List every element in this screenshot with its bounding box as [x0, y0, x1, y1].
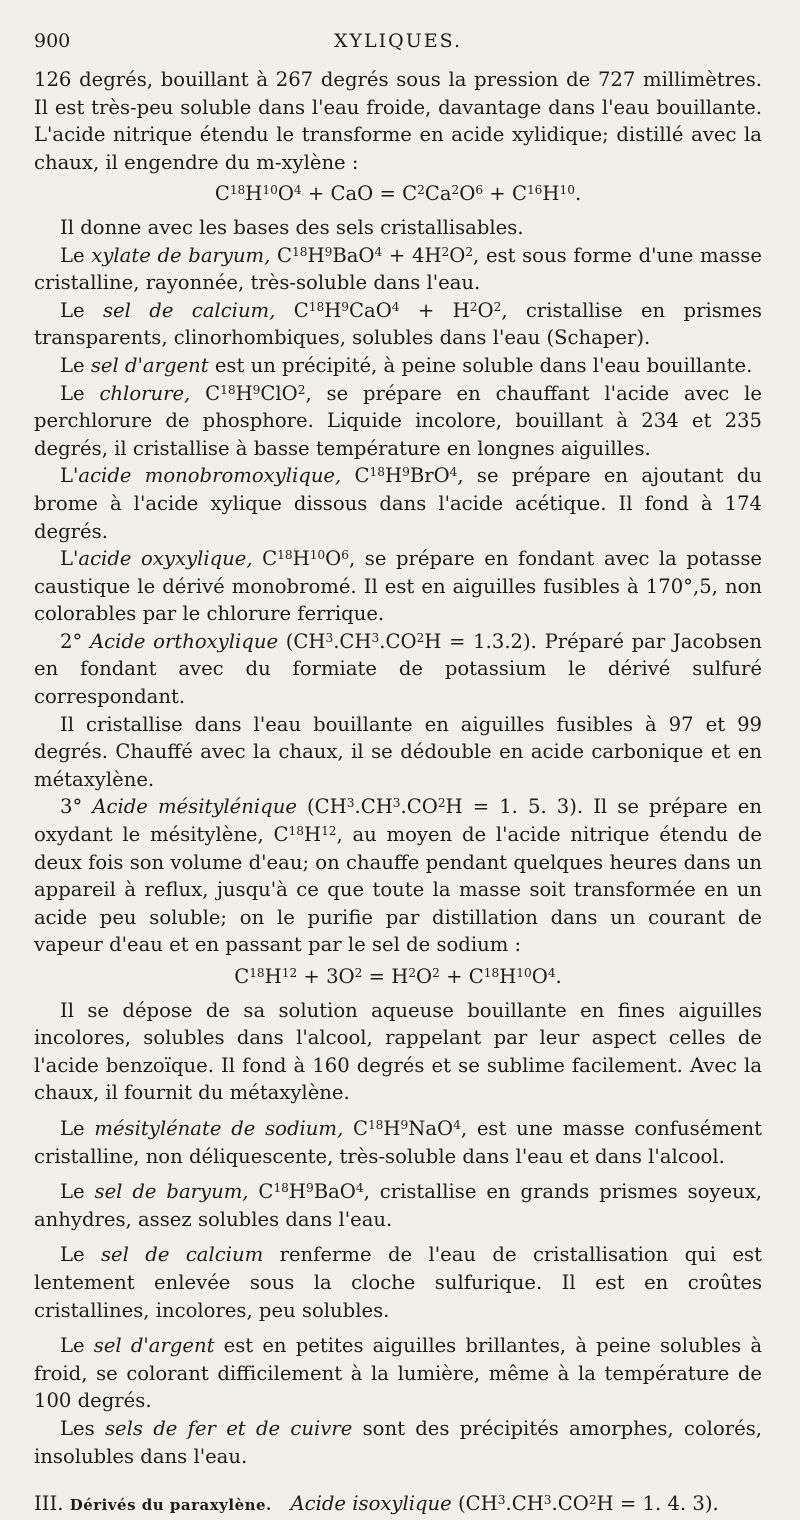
text-run: Le — [60, 1116, 95, 1140]
term: acide oxyxylique, — [78, 547, 253, 571]
term: Acide orthoxylique — [89, 629, 279, 653]
text-run: $C^{18}H^9BrO^4$, se prépare en ajoutant du brome à l'acide xylique dissous dans l'acide acétique. Il fond à 174 degrés. — [34, 464, 762, 543]
eq-part: Ca — [424, 182, 452, 206]
text-run: Le — [60, 1334, 94, 1358]
paragraph — [34, 545, 762, 628]
paragraph — [34, 297, 762, 352]
text-run: 2° — [60, 629, 90, 653]
text-run: $C^{18}H^9BaO^4 + 4H^2O^2$, est sous forme d'une masse cristalline, rayonnée, très-soluble dans l'eau. — [34, 243, 762, 295]
paragraph: Il se dépose de sa solution aqueuse bouillante en fines aiguilles incolores, solubles dans l'alcool, rappelant par leur aspect celles de l'acide benzoïque. Il fond à 160 degrés et se sublime facilement. Avec la chaux, il fournit du métaxylène. — [34, 998, 762, 1105]
eq-part: 18 — [229, 183, 246, 198]
paragraph — [34, 352, 762, 380]
term: sel de calcium, — [102, 298, 276, 322]
eq-part: 10 — [559, 183, 575, 198]
text-run: $C^{18}H^9NaO^4$, est une masse confusément cristalline, non déliquescente, très-soluble dans l'eau et dans l'alcool. — [34, 1116, 762, 1168]
eq-part: H — [245, 182, 263, 206]
paragraph — [34, 1115, 762, 1170]
section-title: Dérivés du paraxylène. — [69, 1496, 272, 1515]
section-heading — [34, 1490, 762, 1520]
body-text — [34, 66, 762, 1520]
text-run: ($CH^3.CH^3.CO^2H = 1$. 5. 3). Il se prépare en oxydant le mésitylène, $C^{18}H^{12}$, au moyen de l'acide nitrique étendu de deux fois son volume d'eau; on chauffe pendant quelques heures dans un appareil à reflux, jusqu'à ce que toute la masse soit transformée en un acide peu soluble; on le purifie par distillation dans un courant de vapeur d'eau et en passant par le sel de sodium : — [34, 795, 763, 957]
paragraph — [34, 628, 762, 711]
paragraph — [34, 1415, 762, 1470]
eq-part: + CaO = C — [301, 182, 418, 206]
eq-part: + C — [483, 182, 527, 206]
eq-part: 16 — [526, 183, 543, 198]
term: acide monobromoxylique, — [78, 464, 342, 488]
term: sels de fer et de cuivre — [104, 1416, 353, 1440]
text-run: $C^{18}H^{10}O^6$, se prépare en fondant avec la potasse caustique le dérivé monobromé. Il est en aiguilles fusibles à 170°,5, non colorables par le chlorure ferrique. — [34, 547, 762, 626]
paragraph — [34, 1241, 762, 1324]
eq-part: O — [459, 182, 476, 206]
term: sel d'argent — [93, 1334, 215, 1358]
term: chlorure, — [99, 381, 191, 405]
text-run: Le — [60, 243, 92, 267]
eq-part: H — [542, 182, 560, 206]
paragraph — [34, 380, 762, 463]
text-run: $C^{18}H^9BaO^4$, cristallise en grands prismes soyeux, anhydres, assez solubles dans l'eau. — [34, 1180, 762, 1231]
text-run: Le — [60, 381, 100, 405]
term: mésitylénate de sodium, — [94, 1116, 344, 1140]
text-run: 3° — [60, 795, 93, 819]
eq-part: 2 — [417, 183, 425, 198]
text-run: renferme de l'eau de cristallisation qui est lentement enlevée sous la cloche sulfurique. Il est en croûtes cristallines, incolores, peu solubles. — [34, 1243, 762, 1322]
paragraph: Il cristallise dans l'eau bouillante en aiguilles fusibles à 97 et 99 degrés. Chauffé avec la chaux, il se dédouble en acide carbonique et en métaxylène. — [34, 712, 762, 791]
text-run: Le — [60, 353, 91, 377]
paragraph — [34, 462, 762, 545]
paragraph — [34, 1178, 762, 1233]
eq-part: 2 — [451, 183, 460, 198]
paragraph — [34, 793, 762, 959]
text-run: L' — [60, 464, 79, 488]
term: Acide isoxylique — [290, 1492, 452, 1516]
paragraph — [34, 1332, 762, 1415]
eq-part: O — [277, 182, 294, 206]
eq-part: . — [574, 182, 582, 206]
eq-part: 10 — [262, 183, 278, 198]
eq-part: 4 — [293, 183, 302, 198]
text-run: sont des précipités amorphes, colorés, insolubles dans l'eau. — [34, 1416, 762, 1468]
term: xylate de baryum, — [91, 243, 271, 267]
paragraph — [34, 242, 762, 297]
term: sel de calcium — [101, 1243, 264, 1267]
eq-part: C — [214, 182, 230, 206]
equation — [34, 180, 762, 208]
text-run: Le — [60, 298, 103, 322]
page-header — [34, 30, 762, 60]
running-title: XYLIQUES. — [333, 30, 463, 52]
text-run: L' — [60, 547, 79, 571]
text-run: Le — [60, 1180, 95, 1204]
text-run: $C^{18}H^9CaO^4 + H^2O^2$, cristallise en prismes transparents, clinorhombiques, solubles dans l'eau (Schaper). — [34, 298, 762, 350]
text-run: est un précipité, à peine soluble dans l'eau bouillante. — [208, 353, 753, 377]
paragraph: 126 degrés, bouillant à 267 degrés sous la pression de 727 millimètres. Il est très-peu soluble dans l'eau froide, davantage dans l'eau bouillante. L'acide nitrique étendu le transforme en acide xylidique; distillé avec la chaux, il engendre du m-xylène : — [34, 68, 762, 174]
text-run: est en petites aiguilles brillantes, à peine solubles à froid, se colorant difficilement à la lumière, même à la température de 100 degrés. — [34, 1334, 762, 1413]
equation: $C^{18}H^{12} + 3O^2 = H^2O^2 + C^{18}H^{10}O^4$. — [234, 965, 562, 988]
term: Acide mésitylénique — [92, 795, 297, 819]
text-run: $(CH^3.CH^3.CO^2H = 1.3.2)$. Préparé par Jacobsen en fondant avec du formiate de potassium le dérivé sulfuré correspondant. — [34, 629, 763, 709]
term: sel de baryum, — [94, 1180, 249, 1204]
text-run: $C^{18}H^9ClO^2$, se prépare en chauffant l'acide avec le perchlorure de phosphore. Liquide incolore, bouillant à 234 et 235 degrés, il cristallise à basse température en longnes aiguilles. — [34, 381, 762, 460]
page-number: 900 — [34, 30, 71, 52]
paragraph: Il donne avec les bases des sels cristallisables. — [60, 215, 524, 239]
text-run: ($CH^3.CH^3.CO^2H = 1$. 4. 3). — [451, 1492, 719, 1516]
term: sel d'argent — [90, 353, 209, 377]
eq-part: 6 — [475, 183, 484, 198]
text-run: Le — [60, 1243, 101, 1267]
section-number: III. — [34, 1492, 64, 1516]
text-run: Les — [60, 1416, 105, 1440]
